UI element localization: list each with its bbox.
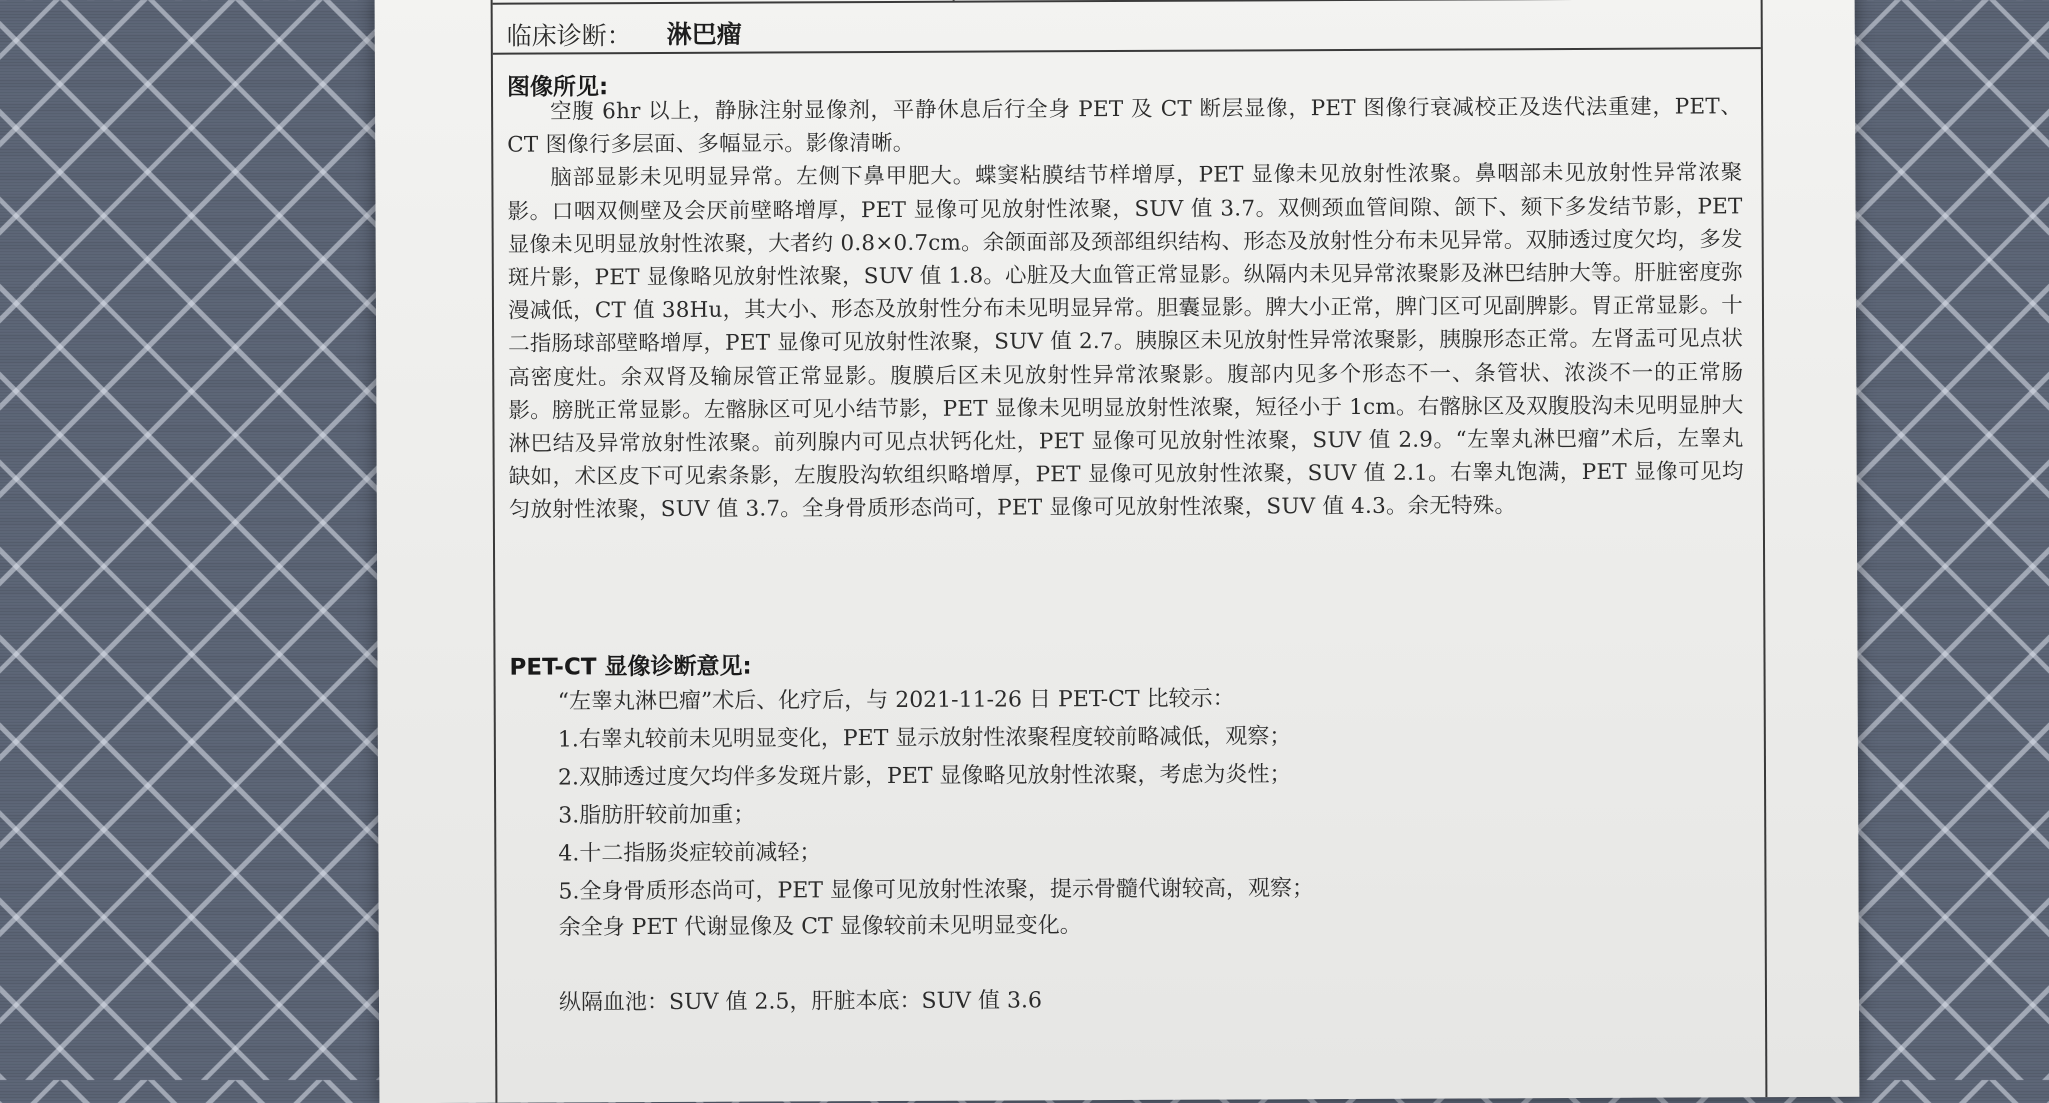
conclusion-item: 5.全身骨质形态尚可，PET 显像可见放射性浓聚，提示骨髓代谢较高，观察； [558,876,1315,905]
report-paper [375,0,1860,1103]
findings-title: 图像所见: [506,74,609,101]
clinical-diagnosis-row [493,0,1761,55]
conclusion-item: 2.双肺透过度欠均伴多发斑片影，PET 显像略见放射性浓聚，考虑为炎性； [557,762,1292,791]
conclusion-item: 1.右睾丸较前未见明显变化，PET 显示放射性浓聚程度较前略减低，观察； [557,724,1292,753]
conclusion-title: PET-CT 显像诊断意见: [509,653,752,681]
clinical-diagnosis-value: 淋巴瘤 [666,19,742,49]
table-divider [953,0,955,1]
conclusion-item: 3.脂肪肝较前加重； [558,802,756,829]
findings-paragraph: 空腹 6hr 以上，静脉注射显像剂，平静休息后行全身 PET 及 CT 断层显像，PET 图像行衰减校正及迭代法重建，PET、CT 图像行多层面、多幅显示。影像清晰。 [507,94,1743,158]
findings-text [507,90,1744,527]
conclusion-intro: “左睾丸淋巴瘤”术后、化疗后，与 2021-11-26 日 PET-CT 比较示： [557,686,1235,715]
conclusion-summary: 余全身 PET 代谢显像及 CT 显像较前未见明显变化。 [558,913,1082,941]
clinical-diagnosis-label: 临床诊断： [506,21,632,51]
conclusion-item: 4.十二指肠炎症较前减轻； [558,840,822,867]
suv-reference: 纵隔血池：SUV 值 2.5，肝脏本底：SUV 值 3.6 [558,988,1042,1016]
findings-paragraph: 脑部显影未见明显异常。左侧下鼻甲肥大。蝶窦粘膜结节样增厚，PET 显像未见放射性浓聚。鼻咽部未见放射性异常浓聚影。口咽双侧壁及会厌前壁略增厚，PET 显像可见放射性浓聚，SUV 值 3.7。双侧颈血管间隙、颌下、颏下多发结节影，PET 显像未见明显放射性浓聚，大者约 0.8×0.7cm。余颌面部及颈部组织结构、形态及放射性分布未见异常。双肺透过度欠均，多发斑片影，PET 显像略见放射性浓聚，SUV 值 1.8。心脏及大血管正常显影。纵隔内未见异常浓聚影及淋巴结肿大等。肝脏密度弥漫减低，CT 值 38Hu，其大小、形态及放射性分布未见明显异常。胆囊显影。脾大小正常，脾门区可见副脾影。胃正常显影。十二指肠球部壁略增厚，PET 显像可见放射性浓聚，SUV 值 2.7。胰腺区未见放射性异常浓聚影，胰腺形态正常。左肾盂可见点状高密度灶。余双肾及输尿管正常显影。腹膜后区未见放射性异常浓聚影。腹部内见多个形态不一、条管状、浓淡不一的正常肠影。膀胱正常显影。左髂脉区可见小结节影，PET 显像未见明显放射性浓聚，短径小于 1cm。右髂脉区及双腹股沟未见明显肿大淋巴结及异常放射性浓聚。前列腺内可见点状钙化灶，PET 显像可见放射性浓聚，SUV 值 2.9。“左睾丸淋巴瘤”术后，左睾丸缺如，术区皮下可见索条影，左腹股沟软组织略增厚，PET 显像可见放射性浓聚，SUV 值 2.1。右睾丸饱满，PET 显像可见均匀放射性浓聚，SUV 值 3.7。全身骨质形态尚可，PET 显像可见放射性浓聚，SUV 值 4.3。余无特殊。 [507,160,1744,524]
report-frame [491,0,1768,1103]
